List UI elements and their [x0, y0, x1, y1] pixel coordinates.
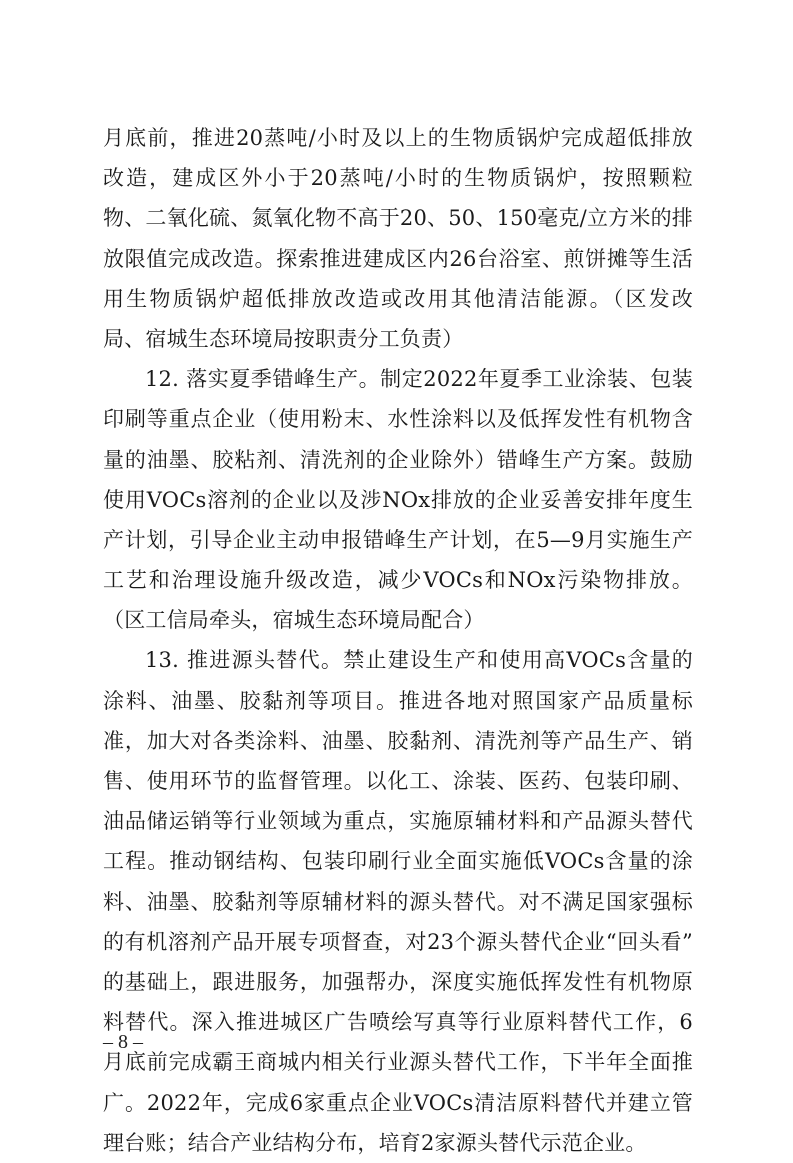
text-line: 物、二氧化硫、氮氧化物不高于20、50、150毫克/立方米的排 — [103, 206, 693, 231]
text-line: 印刷等重点企业（使用粉末、水性涂料以及低挥发性有机物含 — [103, 407, 693, 432]
text-line: 理台账；结合产业结构分布，培育2家源头替代示范企业。 — [103, 1130, 647, 1155]
text-line: 准，加大对各类涂料、油墨、胶黏剂、清洗剂等产品生产、销 — [103, 728, 693, 753]
text-line: 改造，建成区外小于20蒸吨/小时的生物质锅炉，按照颗粒 — [103, 166, 693, 191]
text-line: 的基础上，跟进服务，加强帮办，深度实施低挥发性有机物原 — [103, 969, 693, 994]
text-line: 料、油墨、胶黏剂等原辅材料的源头替代。对不满足国家强标 — [103, 889, 693, 914]
text-line: 料替代。深入推进城区广告喷绘写真等行业原料替代工作，6 — [103, 1010, 693, 1035]
text-line: 油品储运销等行业领域为重点，实施原辅材料和产品源头替代 — [103, 809, 693, 834]
text-line: 月底前，推进20蒸吨/小时及以上的生物质锅炉完成超低排放 — [103, 126, 693, 150]
section-12-heading-line: 12. 落实夏季错峰生产。制定2022年夏季工业涂装、包装 — [145, 367, 693, 392]
text-line: 广。2022年，完成6家重点企业VOCs清洁原料替代并建立管 — [103, 1090, 693, 1115]
text-line: 涂料、油墨、胶黏剂等项目。推进各地对照国家产品质量标 — [103, 688, 693, 713]
text-line: 的有机溶剂产品开展专项督查，对23个源头替代企业“回头看” — [103, 929, 693, 954]
text-line: 工艺和治理设施升级改造，减少VOCs和NOx污染物排放。 — [103, 568, 693, 593]
text-line: （区工信局牵头，宿城生态环境局配合） — [103, 608, 485, 633]
text-line: 量的油墨、胶粘剂、清洗剂的企业除外）错峰生产方案。鼓励 — [103, 447, 693, 472]
text-line: 售、使用环节的监督管理。以化工、涂装、医药、包装印刷、 — [103, 769, 693, 793]
text-line: 用生物质锅炉超低排放改造或改用其他清洁能源。（区发改 — [103, 286, 693, 311]
text-line: 使用VOCs溶剂的企业以及涉NOx排放的企业妥善安排年度生 — [103, 487, 693, 512]
text-line: 放限值完成改造。探索推进建成区内26台浴室、煎饼摊等生活 — [103, 246, 693, 271]
document-body — [103, 118, 693, 1163]
text-line: 工程。推动钢结构、包装印刷行业全面实施低VOCs含量的涂 — [103, 849, 693, 874]
text-line: 产计划，引导企业主动申报错峰生产计划，在5—9月实施生产 — [103, 527, 693, 552]
section-13-heading-line: 13. 推进源头替代。禁止建设生产和使用高VOCs含量的 — [145, 648, 693, 673]
text-line: 局、宿城生态环境局按职责分工负责） — [103, 326, 464, 351]
page-number: – 8 – — [103, 1031, 143, 1053]
text-line: 月底前完成霸王商城内相关行业源头替代工作，下半年全面推 — [103, 1050, 693, 1075]
